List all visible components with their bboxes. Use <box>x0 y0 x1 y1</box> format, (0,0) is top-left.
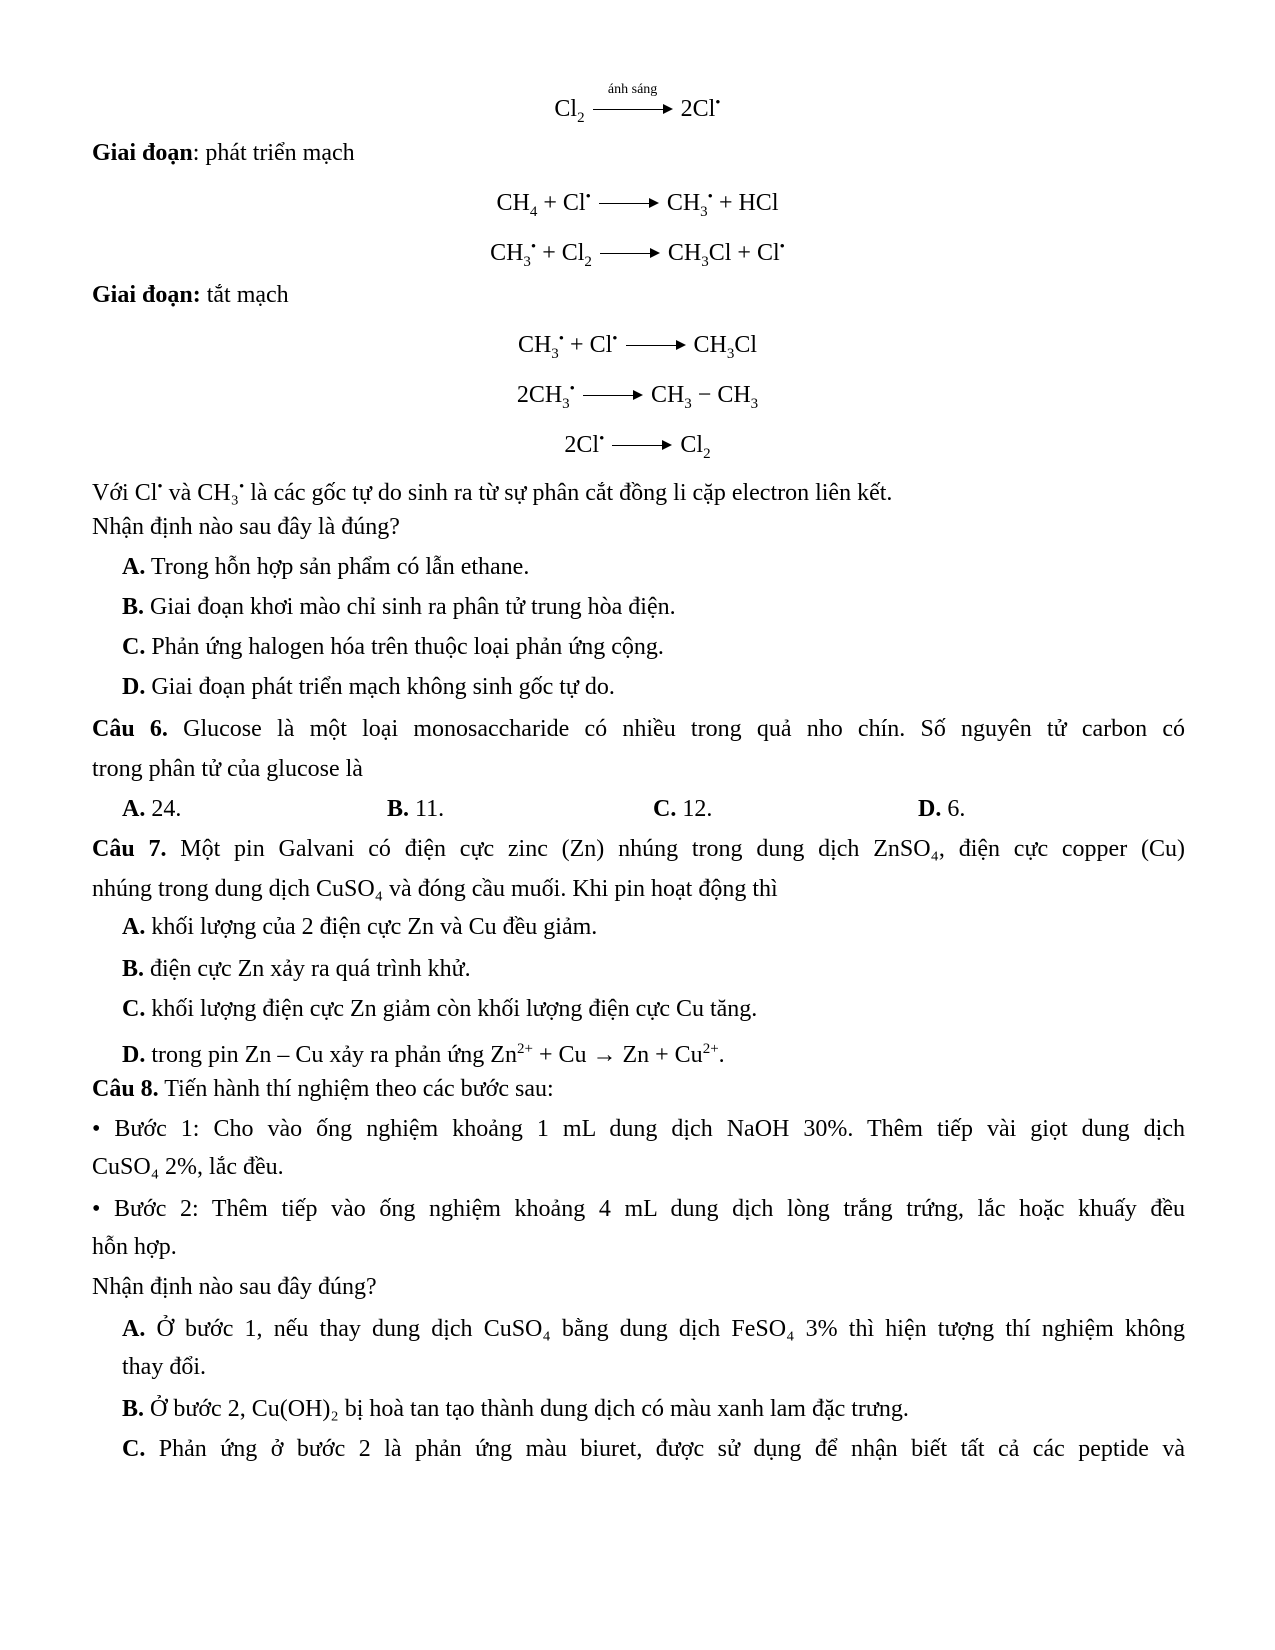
eq-sup: • <box>599 431 605 447</box>
equation-propagation-1 <box>0 182 1275 227</box>
reaction-arrow-icon <box>583 389 643 403</box>
q5-option-a[interactable] <box>122 552 529 582</box>
question-text: Một pin Galvani có điện cực zinc (Zn) nhúng trong dung dịch ZnSO₄, điện cực copper (Cu) <box>166 836 1185 862</box>
option-text: 12. <box>676 796 713 822</box>
equation-initiation <box>0 82 1275 133</box>
option-letter: B. <box>122 594 145 620</box>
eq-sub: 3 <box>726 345 735 362</box>
option-text: Giai đoạn khơi mào chỉ sinh ra phân tử trung hòa điện. <box>144 594 676 620</box>
stage-label: Giai đoạn: <box>92 282 201 308</box>
arrow-label: ánh sáng <box>607 82 658 98</box>
eq-sup: • <box>707 189 713 205</box>
eq-term: + Cl <box>536 240 585 266</box>
q8-step1-line-2: CuSO₄ 2%, lắc đều. <box>92 1154 284 1180</box>
eq-term: + HCl <box>712 190 779 216</box>
q8-prompt: Nhận định nào sau đây đúng? <box>92 1274 377 1300</box>
eq-sup: • <box>558 331 565 347</box>
eq-term: − CH <box>691 382 751 408</box>
q8-option-c[interactable] <box>122 1434 1185 1464</box>
q6-option-b[interactable] <box>387 794 444 824</box>
eq-sup: • <box>569 381 575 397</box>
option-text: trong pin Zn – Cu xảy ra phản ứng Zn <box>145 1042 517 1068</box>
eq-sub: 3 <box>562 395 570 412</box>
option-text: . <box>718 1042 725 1068</box>
eq-term: Cl <box>554 96 578 122</box>
option-letter: D. <box>122 1042 146 1068</box>
q7-stem-line-2: nhúng trong dung dịch CuSO₄ và đóng cầu muối. Khi pin hoạt động thì <box>92 876 778 902</box>
reaction-arrow-icon <box>593 82 673 117</box>
option-text: khối lượng điện cực Zn giảm còn khối lượng điện cực Cu tăng. <box>145 996 758 1022</box>
option-letter: D. <box>918 796 942 822</box>
option-letter: A. <box>122 796 146 822</box>
q8-option-b[interactable] <box>122 1394 909 1424</box>
option-letter: A. <box>122 914 146 940</box>
note-text: và CH₃ <box>162 480 239 506</box>
eq-sup: • <box>585 189 591 205</box>
option-text: 6. <box>941 796 966 822</box>
option-text: Ở bước 2, Cu(OH)₂ bị hoà tan tạo thành dung dịch có màu xanh lam đặc trưng. <box>144 1396 909 1422</box>
option-text: Giai đoạn phát triển mạch không sinh gốc tự do. <box>145 674 615 700</box>
eq-sup: • <box>612 331 618 347</box>
eq-term: CH <box>490 240 524 266</box>
eq-term: CH <box>517 332 552 358</box>
q7-option-b[interactable] <box>122 954 471 984</box>
q8-option-a-line-2: thay đổi. <box>122 1354 206 1380</box>
option-text: điện cực Zn xảy ra quá trình khử. <box>144 956 471 982</box>
equation-propagation-2 <box>0 232 1275 277</box>
question-text: Tiến hành thí nghiệm theo các bước sau: <box>158 1076 554 1102</box>
eq-term: Cl + Cl <box>708 240 780 266</box>
option-letter: A. <box>122 554 146 580</box>
eq-sub: 3 <box>551 345 559 362</box>
eq-sub: 3 <box>523 253 531 270</box>
eq-term: 2CH <box>516 382 563 408</box>
eq-term: CH <box>496 190 530 216</box>
option-letter: C. <box>122 996 146 1022</box>
reaction-arrow-icon <box>626 339 686 353</box>
eq-term: + Cl <box>537 190 586 216</box>
note-sup: • <box>239 479 245 495</box>
q7-option-d[interactable] <box>122 1034 725 1070</box>
eq-sub: 2 <box>577 109 585 126</box>
option-text: Phản ứng halogen hóa trên thuộc loại phản ứng cộng. <box>145 634 664 660</box>
option-letter: C. <box>122 634 146 660</box>
eq-term: Cl <box>734 332 758 358</box>
question-label: Câu 6. <box>92 716 168 742</box>
note-sup: • <box>157 479 163 495</box>
equation-termination-2 <box>0 374 1275 419</box>
q6-option-c[interactable] <box>653 794 712 824</box>
option-letter: C. <box>122 1436 146 1462</box>
q7-stem-line-1 <box>92 834 1185 864</box>
q8-step2-line-1: • Bước 2: Thêm tiếp vào ống nghiệm khoảng 4 mL dung dịch lòng trắng trứng, lắc hoặc khuấy đều <box>92 1196 1185 1222</box>
eq-sub: 3 <box>750 395 759 412</box>
eq-sub: 3 <box>700 203 708 220</box>
option-text: 24. <box>145 796 182 822</box>
stage-label: Giai đoạn <box>92 140 193 166</box>
option-text: Phản ứng ở bước 2 là phản ứng màu biuret, được sử dụng để nhận biết tất cả các peptide và <box>145 1436 1185 1462</box>
stage-text: : phát triển mạch <box>192 140 355 166</box>
q5-prompt: Nhận định nào sau đây là đúng? <box>92 514 400 540</box>
option-letter: B. <box>122 1396 145 1422</box>
question-label: Câu 7. <box>92 836 167 862</box>
eq-sub: 4 <box>529 203 538 220</box>
option-text: khối lượng của 2 điện cực Zn và Cu đều giảm. <box>145 914 598 940</box>
q8-step1-line-1: • Bước 1: Cho vào ống nghiệm khoảng 1 mL dung dịch NaOH 30%. Thêm tiếp vài giọt dung dịch <box>92 1116 1185 1142</box>
eq-sub: 2 <box>584 253 592 270</box>
eq-term: CH <box>650 382 685 408</box>
option-letter: B. <box>387 796 410 822</box>
note-text: Với Cl <box>92 480 158 506</box>
option-letter: D. <box>122 674 146 700</box>
reaction-arrow-icon <box>600 247 660 261</box>
q6-option-a[interactable] <box>122 794 181 824</box>
eq-term: 2Cl <box>564 432 600 458</box>
note-text: là các gốc tự do sinh ra từ sự phân cắt đồng li cặp electron liên kết. <box>244 480 893 506</box>
option-text: Ở bước 1, nếu thay dung dịch CuSO₄ bằng dung dịch FeSO₄ 3% thì hiện tượng thí nghiệm không <box>145 1316 1185 1342</box>
stage-propagation-heading <box>92 138 355 168</box>
option-sup: 2+ <box>702 1041 719 1057</box>
option-letter: B. <box>122 956 145 982</box>
option-letter: C. <box>653 796 677 822</box>
option-text: Trong hỗn hợp sản phẩm có lẫn ethane. <box>145 554 530 580</box>
q5-option-d[interactable] <box>122 672 615 702</box>
q5-option-b[interactable] <box>122 592 676 622</box>
equation-termination-1 <box>0 324 1275 369</box>
eq-term: 2Cl <box>680 96 716 122</box>
eq-term: Cl <box>680 432 704 458</box>
eq-term: CH <box>693 332 727 358</box>
q8-stem <box>92 1074 554 1104</box>
eq-sub: 3 <box>684 395 692 412</box>
q6-option-d[interactable] <box>918 794 965 824</box>
eq-sub: 2 <box>703 445 711 462</box>
equation-termination-3 <box>0 424 1275 469</box>
question-label: Câu 8. <box>92 1076 159 1102</box>
q7-option-a[interactable] <box>122 912 597 942</box>
eq-sup: • <box>530 239 537 255</box>
q5-option-c[interactable] <box>122 632 664 662</box>
q8-option-a[interactable] <box>122 1314 1185 1344</box>
option-text: 11. <box>409 796 445 822</box>
eq-sub: 3 <box>701 253 709 270</box>
q7-option-c[interactable] <box>122 994 757 1024</box>
eq-sup: • <box>779 239 785 255</box>
q6-stem-line-1 <box>92 714 1185 744</box>
option-letter: A. <box>122 1316 146 1342</box>
option-sup: 2+ <box>516 1041 533 1057</box>
reaction-arrow-icon <box>612 439 672 453</box>
eq-term: CH <box>667 240 702 266</box>
eq-term: + Cl <box>564 332 613 358</box>
option-text: + Cu → Zn + Cu <box>532 1042 703 1068</box>
stage-termination-heading <box>92 280 289 310</box>
q8-step2-line-2: hỗn hợp. <box>92 1234 177 1260</box>
reaction-arrow-icon <box>599 197 659 211</box>
question-text: Glucose là một loại monosaccharide có nhiều trong quả nho chín. Số nguyên tử carbon có <box>167 716 1186 742</box>
eq-term: CH <box>666 190 701 216</box>
q6-stem-line-2: trong phân tử của glucose là <box>92 756 363 782</box>
eq-sup: • <box>715 95 721 111</box>
stage-text: tắt mạch <box>200 282 289 308</box>
radical-note <box>92 472 892 508</box>
